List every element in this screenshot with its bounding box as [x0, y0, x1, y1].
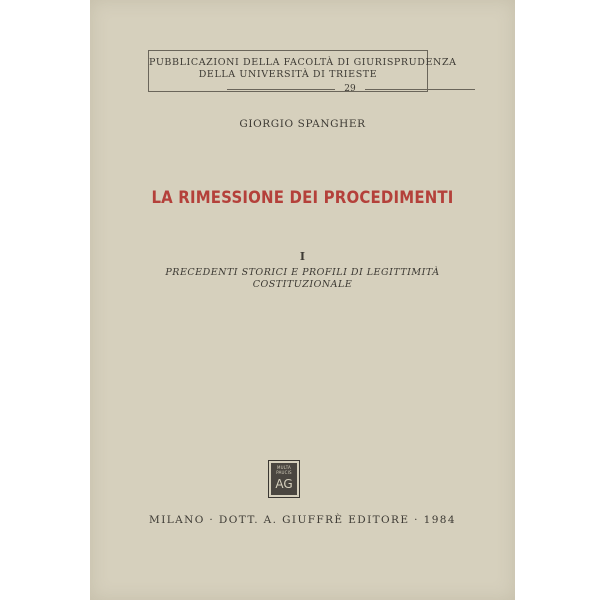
- publisher-logo-panel: [271, 463, 297, 495]
- publisher-imprint: MILANO · DOTT. A. GIUFFRÈ EDITORE · 1984: [149, 514, 456, 526]
- logo-monogram: AG: [275, 477, 293, 491]
- logo-motto-line-1: MULTA: [277, 465, 291, 470]
- subtitle-line-2: COSTITUZIONALE: [252, 279, 353, 290]
- publisher-logo: [268, 460, 300, 498]
- book-title: LA RIMESSIONE DEI PROCEDIMENTI: [151, 188, 454, 208]
- series-number: 29: [344, 84, 356, 94]
- series-line-2: DELLA UNIVERSITÀ DI TRIESTE: [198, 69, 378, 80]
- author-name: GIORGIO SPANGHER: [239, 118, 366, 130]
- series-box: [148, 50, 457, 94]
- series-rule-right: [365, 89, 475, 90]
- series-rule-left: [227, 89, 335, 90]
- series-line-1: PUBBLICAZIONI DELLA FACOLTÀ DI GIURISPRUDENZA: [149, 57, 457, 68]
- series-number-row: [149, 84, 427, 96]
- logo-motto-line-2: PAUCIS: [276, 470, 292, 475]
- book-cover: [90, 0, 515, 600]
- subtitle-line-1: PRECEDENTI STORICI E PROFILI DI LEGITTIMITÀ: [165, 267, 440, 278]
- volume-number: I: [299, 250, 306, 263]
